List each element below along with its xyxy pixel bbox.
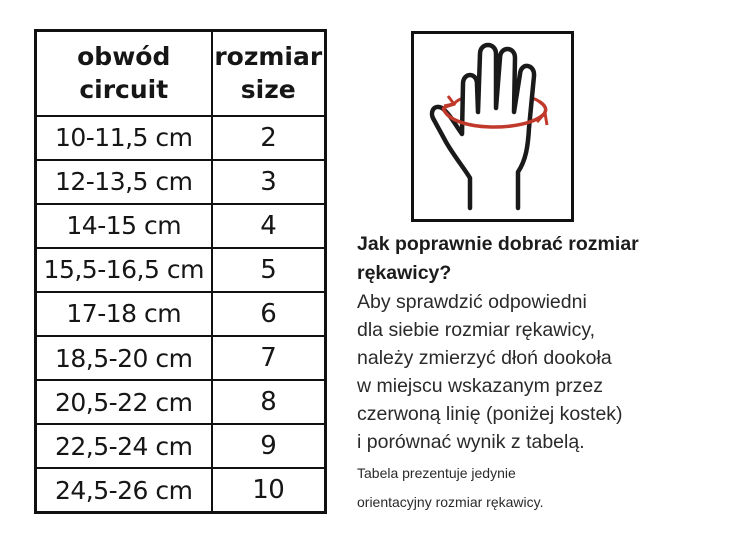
instructions-body (357, 288, 737, 456)
circuit-cell: 20,5-22 cm (36, 380, 212, 424)
circuit-cell: 12-13,5 cm (36, 160, 212, 204)
circuit-cell: 10-11,5 cm (36, 116, 212, 160)
table-row (36, 424, 326, 468)
table-header-row (36, 31, 326, 116)
size-cell: 9 (212, 424, 326, 468)
table-row (36, 248, 326, 292)
table-row (36, 380, 326, 424)
heading-line: rękawicy? (357, 262, 452, 284)
header-size (212, 31, 326, 116)
header-size-en: size (240, 75, 296, 105)
body-line: i porównać wynik z tabelą. (357, 431, 585, 453)
circuit-cell: 24,5-26 cm (36, 468, 212, 512)
size-cell: 10 (212, 468, 326, 512)
circuit-cell: 15,5-16,5 cm (36, 248, 212, 292)
instructions (357, 230, 737, 517)
note-line: Tabela prezentuje jedynie (357, 465, 516, 481)
table-row (36, 292, 326, 336)
size-table (34, 29, 327, 514)
instructions-heading (357, 230, 737, 288)
circuit-cell: 18,5-20 cm (36, 336, 212, 380)
hand-illustration (411, 31, 574, 222)
size-cell: 8 (212, 380, 326, 424)
size-cell: 5 (212, 248, 326, 292)
table-row (36, 468, 326, 512)
body-line: dla siebie rozmiar rękawicy, (357, 319, 596, 341)
table-row (36, 336, 326, 380)
table-row (36, 204, 326, 248)
size-cell: 6 (212, 292, 326, 336)
size-cell: 4 (212, 204, 326, 248)
size-cell: 2 (212, 116, 326, 160)
header-circuit-pl: obwód (77, 42, 171, 72)
circuit-cell: 22,5-24 cm (36, 424, 212, 468)
header-size-pl: rozmiar (214, 42, 323, 72)
note-line: orientacyjny rozmiar rękawicy. (357, 494, 544, 510)
body-line: należy zmierzyć dłoń dookoła (357, 347, 612, 369)
circuit-cell: 14-15 cm (36, 204, 212, 248)
body-line: czerwoną linię (poniżej kostek) (357, 403, 623, 425)
size-table-body (36, 116, 326, 513)
body-line: w miejscu wskazanym przez (357, 375, 603, 397)
table-row (36, 160, 326, 204)
instructions-note (357, 459, 737, 517)
body-line: Aby sprawdzić odpowiedni (357, 291, 587, 313)
hand-measure-icon (414, 34, 571, 219)
table-row (36, 116, 326, 160)
heading-line: Jak poprawnie dobrać rozmiar (357, 233, 639, 255)
size-cell: 3 (212, 160, 326, 204)
size-cell: 7 (212, 336, 326, 380)
header-circuit (36, 31, 212, 116)
header-circuit-en: circuit (79, 75, 169, 105)
circuit-cell: 17-18 cm (36, 292, 212, 336)
